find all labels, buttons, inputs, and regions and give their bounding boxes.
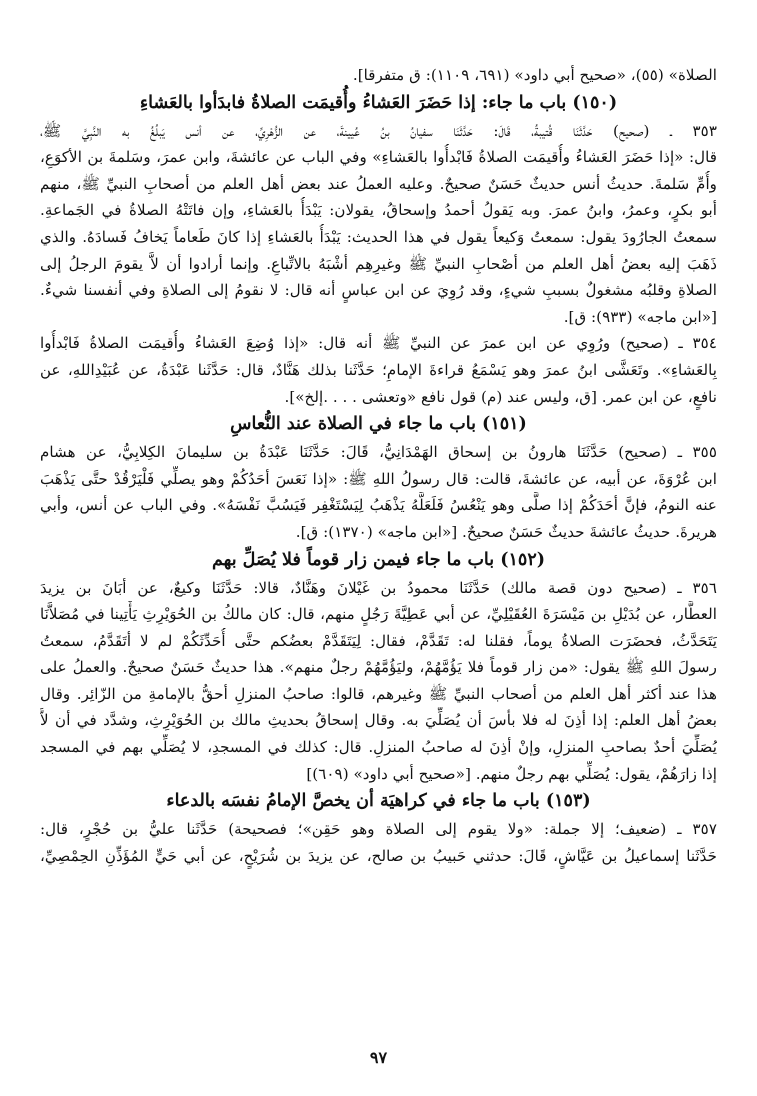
text-line: سمعتُ الجارُودَ يقول: سمعتُ وَكيعاً يقول في هذا الحديث: يَبْدَأُ بالعَشاءِ إذا كانَ طَعاماً يَخافُ فَسادَهُ. والذي xyxy=(40,227,717,246)
text-line: ٣٥٤ ـ (صحيح) ورُوِي عن ابن عمرَ عن النبيِّ ﷺ أنه قال: «إذا وُضِعَ العَشاءُ وأُقيمَت الصلاةُ فَابْدأُوا xyxy=(40,334,717,353)
hadith-356 xyxy=(40,575,717,788)
text-line: عنه النومُ، فإنَّ أحَدَكُمْ إذا صلَّى وهو يَنْعُسُ فَلَعَلَّهُ يَذْهَبُ لِيَسْتَغْفِر فَيَسُبَّ نَفْسَهُ». وفي الباب عن أنس، وأبي xyxy=(40,496,717,515)
text-line: العطَّار، عن بُدَيْلِ بن مَيْسَرَةَ العُقَيْلِيِّ، عن أبي عَطِيَّةَ رَجُلٍ منهم، قال: كان مالكُ بن الحُوَيْرِثِ يَأْتِينا في مُصَلاَّنَا xyxy=(40,605,717,624)
text-line: قال: «إذا حَضَرَ العَشاءُ وأُقيمَت الصلاةُ فَابْدأُوا بالعَشاءِ» وفي الباب عن عائشةَ، وابن عمرَ، وسَلمةَ بن الأكوَعِ، xyxy=(40,148,717,167)
text-line: إذا زارَهُمْ، يقول: يُصَلِّي بهم رجلٌ منهم. [«صحيح أبي داود» (٦٠٩)] xyxy=(306,764,717,783)
text-line: الصلاةِ وقلبُه مشغولٌ بسببِ شيءٍ، وقد رُوِيَ عن ابن عباسٍ أنه قال: لا نقومُ إلى الصلاةِ وفي أنفسنا شيءٌ. xyxy=(40,281,717,300)
text-line: ٣٥٥ ـ (صحيح) حَدَّثَنَا هارونُ بن إسحاق الهَمْدَانِيُّ، قَالَ: حَدَّثَنَا عَبْدَةُ بن سليمانَ الكِلابِيُّ، عن هشام xyxy=(40,443,717,462)
hadith-353 xyxy=(40,118,717,331)
text-line: ابن عُرْوَةَ، عن أبيه، عن عائشةَ، قالت: قال رسولُ اللهِ ﷺ: «إذا نَعَسَ أحَدُكُمْ وهو يصلِّي فَلْيَرْقُدْ حتَّى يَذْهَبَ xyxy=(40,469,717,488)
text-line: بعضُ أهل العلم: إذا أذِنَ له فلا بأسَ أن يُصَلِّيَ به. وقال إسحاقُ بحديثِ مالك بن الحُوَيْرِثِ، وشدَّد في أن لاَّ xyxy=(40,711,717,730)
chapter-heading-150: (١٥٠) باب ما جاء: إذا حَضَرَ العَشاءُ وأُقيمَت الصلاةُ فابدَأوا بالعَشاءِ xyxy=(139,92,618,113)
text-line: يُصَلِّيَ أحدٌ بصاحبِ المنزلِ، وإنْ أذِنَ له صاحبُ المنزلِ. قال: كذلك في المسجدِ، لا يُصَلِّي بهم في المسجد xyxy=(40,738,717,757)
text-line: يَتَحَدَّثُ، فحضَرَت الصلاةُ يوماً، فقلنا له: تَقَدَّمْ، فقال: لِيَتَقَدَّمْ بعضُكم حتَّى أُحَدِّثَكُمْ لم لا أتَقَدَّمُ، سمعتُ xyxy=(40,631,717,650)
text-line: هريرةَ. حديثُ عائشةَ حديثٌ حَسَنٌ صحيحٌ. [«ابن ماجه» (١٣٧٠): ق]. xyxy=(295,522,717,541)
text-line: [«ابن ماجه» (٩٣٣): ق]. xyxy=(563,307,717,326)
chapter-heading-153: (١٥٣) باب ما جاء في كراهيَة أن يخصَّ الإمامُ نفسَه بالدعاء xyxy=(166,791,591,812)
page-number: ٩٧ xyxy=(369,1048,388,1067)
text-line: رسولَ اللهِ ﷺ يقول: «من زار قوماً فلا يَؤُمَّهُمْ، وليَؤُمَّهُمْ رجلٌ منهم». هذا حديثٌ حَسَنٌ صحيحٌ. والعملُ على xyxy=(40,658,717,677)
text-line: وأُمِّ سَلمةَ. حديثُ أنس حديثٌ حَسَنٌ صحيحٌ. وعليه العملُ عند بعض أهل العلم من أصحابِ النبيِّ ﷺ، منهم xyxy=(40,174,717,193)
hadith-355 xyxy=(40,439,717,545)
text-line: حَدَّثَنا إسماعيلُ بن عَيَّاشٍ، قَالَ: حدثني حَبيبُ بن صالح، عن يزيدَ بن شُرَيْحٍ، عن أبي حَيٍّ المُؤَذِّنِ الحِمْصِيِّ، xyxy=(40,846,717,865)
top-note: الصلاة» (٥٥)، «صحيح أبي داود» (٦٩١، ١١٠٩): ق متفرقا]. xyxy=(352,66,717,84)
hadith-357 xyxy=(40,816,717,869)
text-line: بِالعَشاءِ». وتَعَشَّى ابنُ عمرَ وهو يَسْمَعُ قراءةَ الإمامِ؛ حَدَّثَنا بذلك هَنَّادٌ، قال: حَدَّثَنا عَبْدَةُ، عن عُبَيْدِاللهِ، عن xyxy=(40,360,717,379)
chapter-heading-152: (١٥٢) باب ما جاء فيمن زار قوماً فلا يُصَلِّ بهم xyxy=(211,549,545,570)
hadith-354 xyxy=(40,330,717,410)
text-line: ذَهَبَ إليه بعضُ أهل العلم من أصْحابِ النبيِّ ﷺ وغيرِهِم أشْبَهُ بالاتِّباعِ. وإنما أرادوا أن لاَّ يقومَ الرجلُ إلى xyxy=(40,254,717,273)
text-line: هذا عند أكثر أهل العلم من أصحاب النبيِّ ﷺ وغيرهم، قالوا: صاحبُ المنزلِ أحقُّ بالإمامةِ من الزّائِر. وقال xyxy=(40,684,717,703)
text-line: نافعٍ، عن ابن عمر. [ق، وليس عند (م) قول نافع «وتعشى . . . .إلخ»]. xyxy=(284,387,717,406)
chapter-heading-151: (١٥١) باب ما جاء في الصلاة عند النُّعاسِ xyxy=(230,414,527,435)
text-line: ٣٥٣ ـ (صحيح) حَدَّثَنَا قُتيبةُ، قَالَ: حَدَّثَنَا سفيانُ بنُ عُيينةَ، عن الزُّهْرِيِّ، عن أنس يَبلُغُ به النَّبِيَّ ﷺ، xyxy=(40,121,717,140)
text-line: أبو بكرٍ، وعمرُ، وابنُ عمرَ. وبه يَقولُ أحمدُ وإسحاقُ، يقولان: يَبْدَأُ بالعَشاءِ، وإن فاتَتْهُ الصلاةُ في الجَماعةِ. xyxy=(40,201,717,220)
text-line: ٣٥٦ ـ (صحيح دون قصة مالك) حَدَّثَنَا محمودُ بن غَيْلانَ وهَنَّادٌ، قالا: حَدَّثَنَا وكيعٌ، عن أبَانَ بن يزيدَ xyxy=(40,578,717,597)
text-line: ٣٥٧ ـ (ضعيف؛ إلا جملة: «ولا يقوم إلى الصلاة وهو حَقِن»؛ فصحيحة) حَدَّثَنا عليُّ بن حُجْرٍ، قال: xyxy=(40,820,717,839)
